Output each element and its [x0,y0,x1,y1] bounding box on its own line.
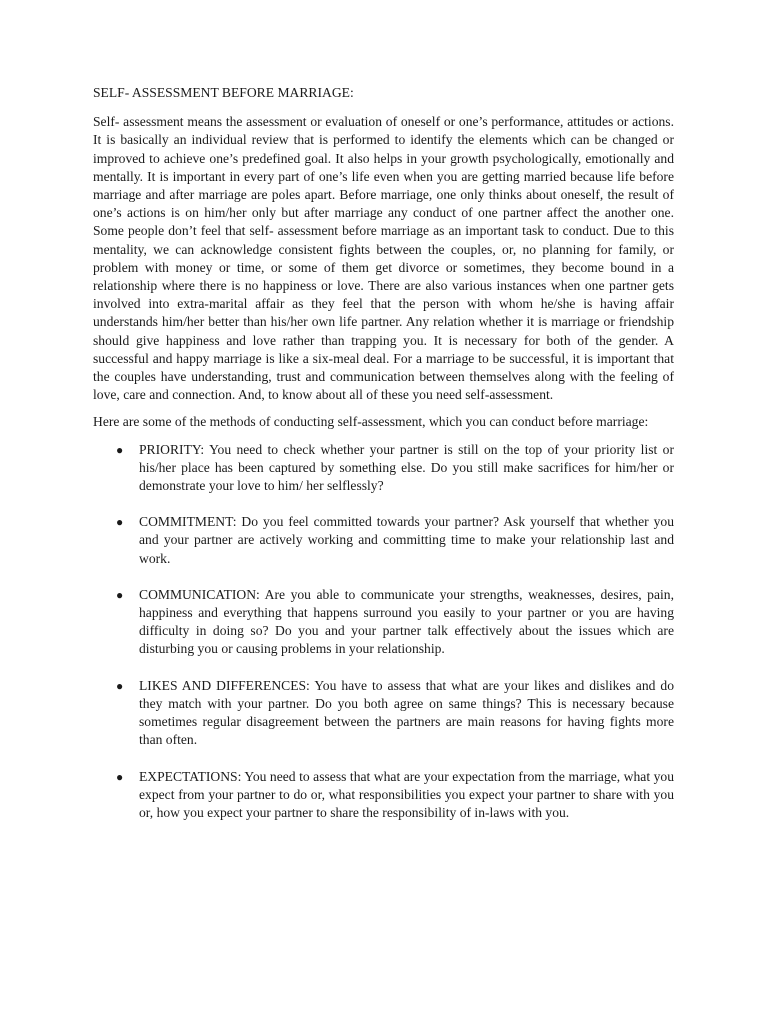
method-text: LIKES AND DIFFERENCES: You have to assess that what are your likes and dislikes and do they match with your partner. Do you both agree on same things? This is necessary because sometimes regular disagreement between the partners are main reasons for having fights more than often. [139,677,674,748]
document-title: SELF- ASSESSMENT BEFORE MARRIAGE: [93,85,354,100]
intro-paragraph: Self- assessment means the assessment or evaluation of oneself or one’s performance, attitudes or actions. It is basically an individual review that is performed to identify the elements which can be changed or improved to achieve one’s predefined goal. It also helps in your growth psychologically, emotionally and mentally. It is important in every part of one’s life even when you are getting married because life before marriage and after marriage are poles apart. Before marriage, one only thinks about oneself, the result of one’s actions is on him/her only but after marriage any conduct of one partner affect the another one. Some people don’t feel that self- assessment before marriage as an important task to conduct. Due to this mentality, we can acknowledge consistent fights between the couples, or, no planning for family, or problem with money or time, or some of them get divorce or sometimes, they become bound in a relationship where there is no happiness or love. There are also various instances when one partner gets involved into extra-marital affair as they feel that the person with whom he/she is having affair understands him/her better than his/her own life partner. Any relation whether it is marriage or friendship should give happiness and love rather than trapping you. It is necessary for both of the gender. A successful and happy marriage is like a six-meal deal. For a marriage to be successful, it is important that the couples have understanding, trust and communication between themselves along with the feeling of love, care and connection. And, to know about all of these you need self-assessment. [93,114,674,403]
method-text: COMMITMENT: Do you feel committed towards your partner? Ask yourself that whether you and your partner are actively working and committing time to make your relationship last and work. [139,514,674,566]
bullet-icon: ● [116,442,124,457]
method-text: EXPECTATIONS: You need to assess that what are your expectation from the marriage, what you expect from your partner to do or, what responsibilities you expect your partner to share with you or, how you expect your partner to share the responsibility of in-laws with you. [139,768,674,820]
bullet-icon: ● [116,769,124,784]
method-item-communication [93,586,674,659]
method-item-commitment [93,513,674,568]
bullet-icon: ● [116,587,124,602]
method-item-expectations [93,768,674,823]
methods-list [93,441,674,822]
method-text: PRIORITY: You need to check whether your partner is still on the top of your priority list or his/her place has been captured by something else. Do you still make sacrifices for him/her or demonstrate your love to him/ her selflessly? [139,441,674,494]
bullet-icon: ● [116,678,124,693]
method-text: COMMUNICATION: Are you able to communicate your strengths, weaknesses, desires, pain, happiness and everything that happens surround you easily to your partner or you are having difficulty in doing so? Do you and your partner talk effectively about the issues which are disturbing you or causing problems in your relationship. [139,586,674,657]
method-item-priority [93,441,674,496]
bullet-icon: ● [116,515,124,530]
document-body [93,84,674,840]
method-item-likes-and-differences [93,677,674,750]
methods-intro-paragraph: Here are some of the methods of conducting self-assessment, which you can conduct before marriage: [93,414,649,430]
